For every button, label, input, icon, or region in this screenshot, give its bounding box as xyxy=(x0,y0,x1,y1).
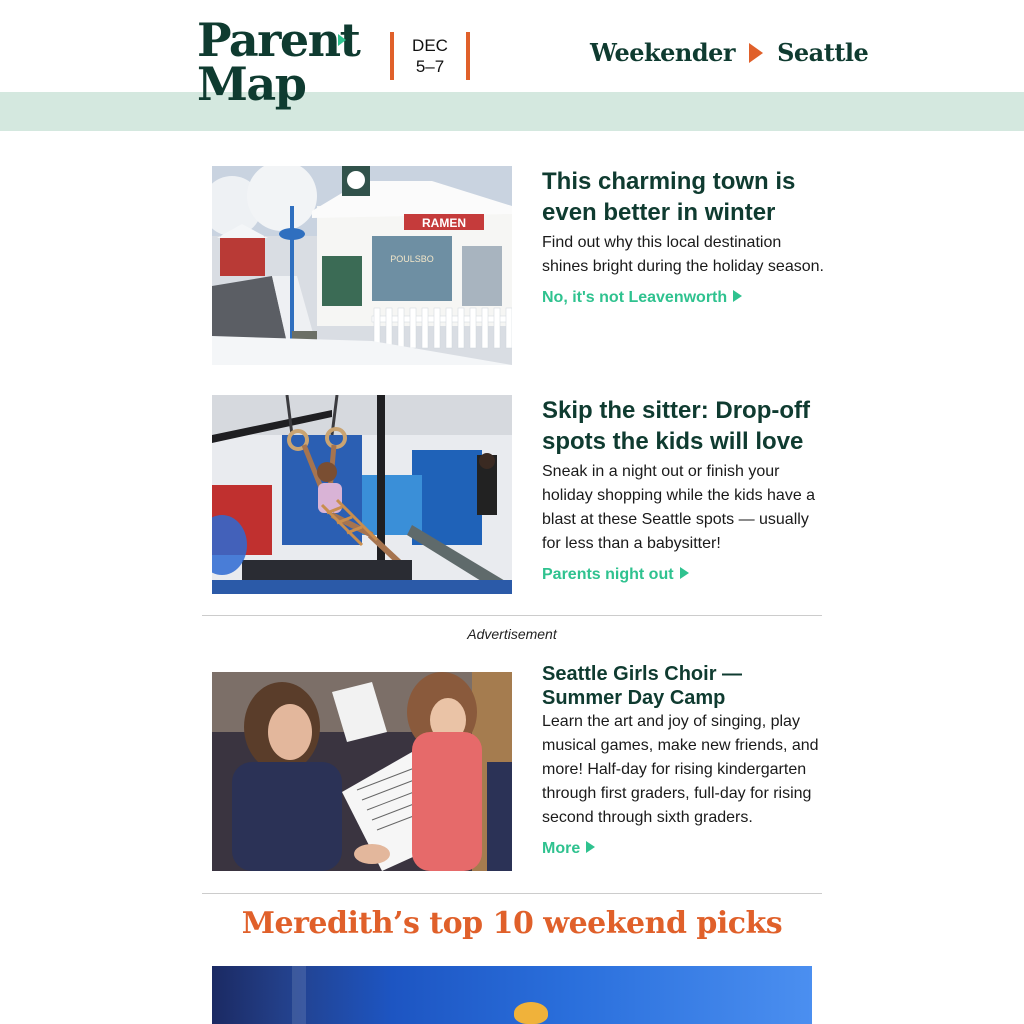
logo-text-line2: Map xyxy=(197,57,306,111)
logo-text-line1: Parent xyxy=(197,13,360,67)
choir-girls-photo[interactable] xyxy=(212,672,512,871)
play-arrow-icon xyxy=(586,841,595,853)
winter-town-photo[interactable] xyxy=(212,166,512,365)
date-range xyxy=(390,32,470,80)
ramen-sign-text: RAMEN xyxy=(422,216,466,230)
hero-stripe xyxy=(292,966,306,1024)
article-description: Find out why this local destination shines bright during the holiday season. xyxy=(542,234,824,275)
play-triangle-icon xyxy=(749,43,763,63)
brand-weekender: Weekender xyxy=(590,38,736,67)
parentmap-logo[interactable] xyxy=(197,13,360,111)
header-band xyxy=(0,92,1024,131)
article-winter-town xyxy=(212,166,822,366)
weekend-picks-heading: Meredith’s top 10 weekend picks xyxy=(241,906,783,941)
date-month: DEC xyxy=(412,36,448,55)
article-content xyxy=(542,166,824,307)
cta-label: More xyxy=(542,840,581,857)
email-header xyxy=(0,0,1024,131)
more-link[interactable] xyxy=(542,840,595,858)
read-more-link[interactable] xyxy=(542,289,742,307)
play-arrow-icon xyxy=(733,290,742,302)
article-content xyxy=(542,395,824,584)
gym-kid-photo[interactable] xyxy=(212,395,512,594)
newsletter-brand xyxy=(590,38,868,67)
divider xyxy=(202,893,822,894)
article-description: Sneak in a night out or finish your holiday shopping while the kids have a blast at these Seattle spots — usually for less than a babysitter! xyxy=(542,463,816,552)
weekend-picks-hero-photo[interactable] xyxy=(212,966,812,1024)
brand-city: Seattle xyxy=(777,38,869,67)
ad-title[interactable]: Seattle Girls Choir — Summer Day Camp xyxy=(542,663,743,709)
article-drop-off xyxy=(212,395,822,595)
advertisement-label: Advertisement xyxy=(467,626,557,642)
hero-figure xyxy=(514,1002,548,1024)
ad-content xyxy=(542,662,824,858)
date-days: 5–7 xyxy=(415,57,445,76)
play-arrow-icon xyxy=(680,567,689,579)
mural-text: POULSBO xyxy=(390,254,434,264)
logo-triangle-icon xyxy=(338,34,346,46)
cta-label: No, it's not Leavenworth xyxy=(542,289,728,306)
cta-label: Parents night out xyxy=(542,566,674,583)
read-more-link[interactable] xyxy=(542,566,689,584)
article-title[interactable]: This charming town is even better in winter xyxy=(542,168,796,226)
ad-choir-camp xyxy=(212,662,822,872)
ad-description: Learn the art and joy of singing, play musical games, make new friends, and more! Half-day for rising kindergarten through first graders, full-day for rising second through sixth graders. xyxy=(542,713,819,826)
article-title[interactable]: Skip the sitter: Drop-off spots the kids will love xyxy=(542,397,810,455)
divider xyxy=(202,615,822,616)
